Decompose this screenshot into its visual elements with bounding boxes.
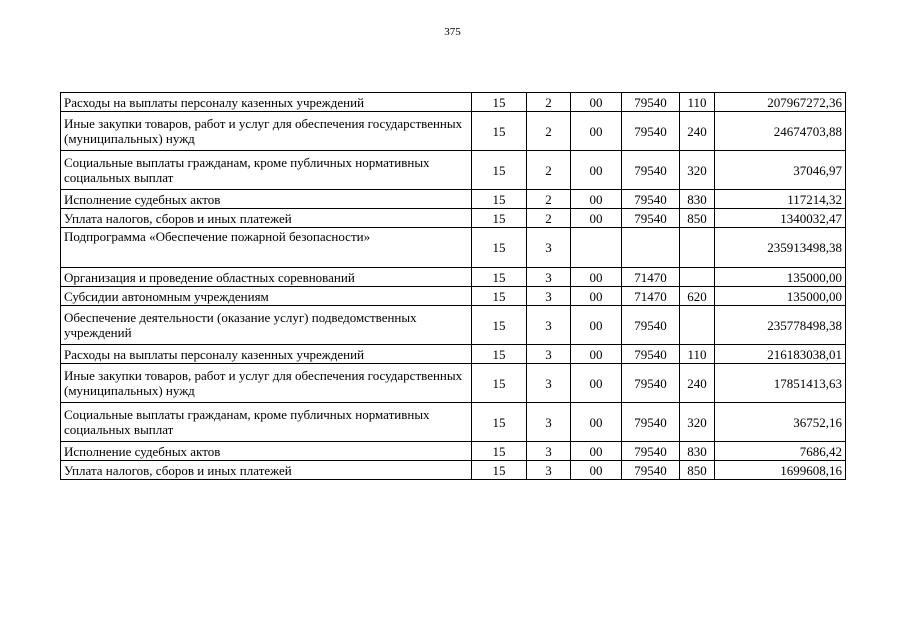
- cell-expense-type: 240: [680, 364, 715, 403]
- cell-section: 15: [472, 364, 527, 403]
- cell-expense-type: 830: [680, 442, 715, 461]
- cell-expense-type: 110: [680, 93, 715, 112]
- cell-section: 15: [472, 461, 527, 480]
- cell-subsection: 3: [527, 287, 571, 306]
- cell-program: 00: [571, 287, 622, 306]
- cell-program: 00: [571, 93, 622, 112]
- cell-target: 79540: [622, 112, 680, 151]
- cell-program: 00: [571, 268, 622, 287]
- cell-target: 79540: [622, 190, 680, 209]
- cell-target: 79540: [622, 151, 680, 190]
- cell-subsection: 2: [527, 93, 571, 112]
- cell-section: 15: [472, 403, 527, 442]
- cell-subsection: 2: [527, 112, 571, 151]
- table-row: [61, 190, 846, 209]
- cell-program: 00: [571, 190, 622, 209]
- cell-program: 00: [571, 364, 622, 403]
- cell-amount: 135000,00: [715, 268, 846, 287]
- cell-expense-type: 320: [680, 151, 715, 190]
- cell-amount: 235913498,38: [715, 228, 846, 268]
- cell-expense-type: 320: [680, 403, 715, 442]
- table-row: [61, 287, 846, 306]
- cell-amount: 24674703,88: [715, 112, 846, 151]
- cell-subsection: 3: [527, 268, 571, 287]
- table-row: [61, 461, 846, 480]
- cell-name: Социальные выплаты гражданам, кроме публичных нормативных социальных выплат: [61, 403, 472, 442]
- page-number: 375: [444, 26, 461, 38]
- cell-expense-type: 850: [680, 209, 715, 228]
- cell-name: Иные закупки товаров, работ и услуг для обеспечения государственных (муниципальных) нужд: [61, 364, 472, 403]
- cell-name: Исполнение судебных актов: [61, 442, 472, 461]
- cell-subsection: 3: [527, 364, 571, 403]
- cell-target: 79540: [622, 364, 680, 403]
- cell-section: 15: [472, 345, 527, 364]
- cell-amount: 36752,16: [715, 403, 846, 442]
- cell-target: [622, 228, 680, 268]
- cell-expense-type: [680, 306, 715, 345]
- cell-subsection: 3: [527, 228, 571, 268]
- cell-name: Субсидии автономным учреждениям: [61, 287, 472, 306]
- cell-target: 79540: [622, 442, 680, 461]
- cell-program: 00: [571, 442, 622, 461]
- cell-target: 71470: [622, 287, 680, 306]
- cell-program: 00: [571, 403, 622, 442]
- cell-expense-type: [680, 268, 715, 287]
- cell-amount: 17851413,63: [715, 364, 846, 403]
- cell-target: 79540: [622, 461, 680, 480]
- cell-name: Социальные выплаты гражданам, кроме публичных нормативных социальных выплат: [61, 151, 472, 190]
- table-row: [61, 151, 846, 190]
- cell-amount: 1340032,47: [715, 209, 846, 228]
- cell-expense-type: 850: [680, 461, 715, 480]
- table-row: [61, 403, 846, 442]
- cell-program: 00: [571, 151, 622, 190]
- cell-name: Обеспечение деятельности (оказание услуг) подведомственных учреждений: [61, 306, 472, 345]
- cell-target: 71470: [622, 268, 680, 287]
- cell-program: 00: [571, 209, 622, 228]
- cell-subsection: 2: [527, 209, 571, 228]
- cell-section: 15: [472, 268, 527, 287]
- cell-program: 00: [571, 306, 622, 345]
- cell-section: 15: [472, 442, 527, 461]
- cell-amount: 37046,97: [715, 151, 846, 190]
- cell-target: 79540: [622, 306, 680, 345]
- cell-subsection: 3: [527, 461, 571, 480]
- cell-amount: 7686,42: [715, 442, 846, 461]
- cell-name: Исполнение судебных актов: [61, 190, 472, 209]
- cell-subsection: 2: [527, 151, 571, 190]
- cell-amount: 235778498,38: [715, 306, 846, 345]
- cell-section: 15: [472, 228, 527, 268]
- cell-program: 00: [571, 345, 622, 364]
- cell-section: 15: [472, 190, 527, 209]
- cell-program: [571, 228, 622, 268]
- cell-amount: 216183038,01: [715, 345, 846, 364]
- cell-name: Уплата налогов, сборов и иных платежей: [61, 461, 472, 480]
- cell-section: 15: [472, 209, 527, 228]
- cell-amount: 117214,32: [715, 190, 846, 209]
- cell-name: Расходы на выплаты персоналу казенных учреждений: [61, 345, 472, 364]
- cell-amount: 207967272,36: [715, 93, 846, 112]
- table-body: [61, 93, 846, 480]
- cell-program: 00: [571, 112, 622, 151]
- cell-target: 79540: [622, 403, 680, 442]
- cell-name: Организация и проведение областных соревнований: [61, 268, 472, 287]
- cell-name: Иные закупки товаров, работ и услуг для обеспечения государственных (муниципальных) нужд: [61, 112, 472, 151]
- cell-section: 15: [472, 93, 527, 112]
- cell-expense-type: 240: [680, 112, 715, 151]
- cell-subsection: 3: [527, 442, 571, 461]
- cell-expense-type: [680, 228, 715, 268]
- table-row: [61, 93, 846, 112]
- cell-expense-type: 830: [680, 190, 715, 209]
- budget-table: [60, 92, 846, 480]
- cell-program: 00: [571, 461, 622, 480]
- cell-section: 15: [472, 151, 527, 190]
- table-row: [61, 442, 846, 461]
- cell-subsection: 3: [527, 306, 571, 345]
- cell-section: 15: [472, 306, 527, 345]
- cell-amount: 1699608,16: [715, 461, 846, 480]
- cell-name: Уплата налогов, сборов и иных платежей: [61, 209, 472, 228]
- cell-name: Расходы на выплаты персоналу казенных учреждений: [61, 93, 472, 112]
- cell-subsection: 3: [527, 345, 571, 364]
- cell-target: 79540: [622, 209, 680, 228]
- cell-subsection: 3: [527, 403, 571, 442]
- table-row: [61, 112, 846, 151]
- cell-section: 15: [472, 287, 527, 306]
- table-row: [61, 364, 846, 403]
- cell-target: 79540: [622, 93, 680, 112]
- table-row: [61, 306, 846, 345]
- cell-target: 79540: [622, 345, 680, 364]
- cell-expense-type: 110: [680, 345, 715, 364]
- cell-section: 15: [472, 112, 527, 151]
- cell-expense-type: 620: [680, 287, 715, 306]
- table-row: [61, 345, 846, 364]
- table-row: [61, 268, 846, 287]
- table-row: [61, 209, 846, 228]
- cell-name: Подпрограмма «Обеспечение пожарной безопасности»: [61, 228, 472, 268]
- cell-subsection: 2: [527, 190, 571, 209]
- table-row: [61, 228, 846, 268]
- cell-amount: 135000,00: [715, 287, 846, 306]
